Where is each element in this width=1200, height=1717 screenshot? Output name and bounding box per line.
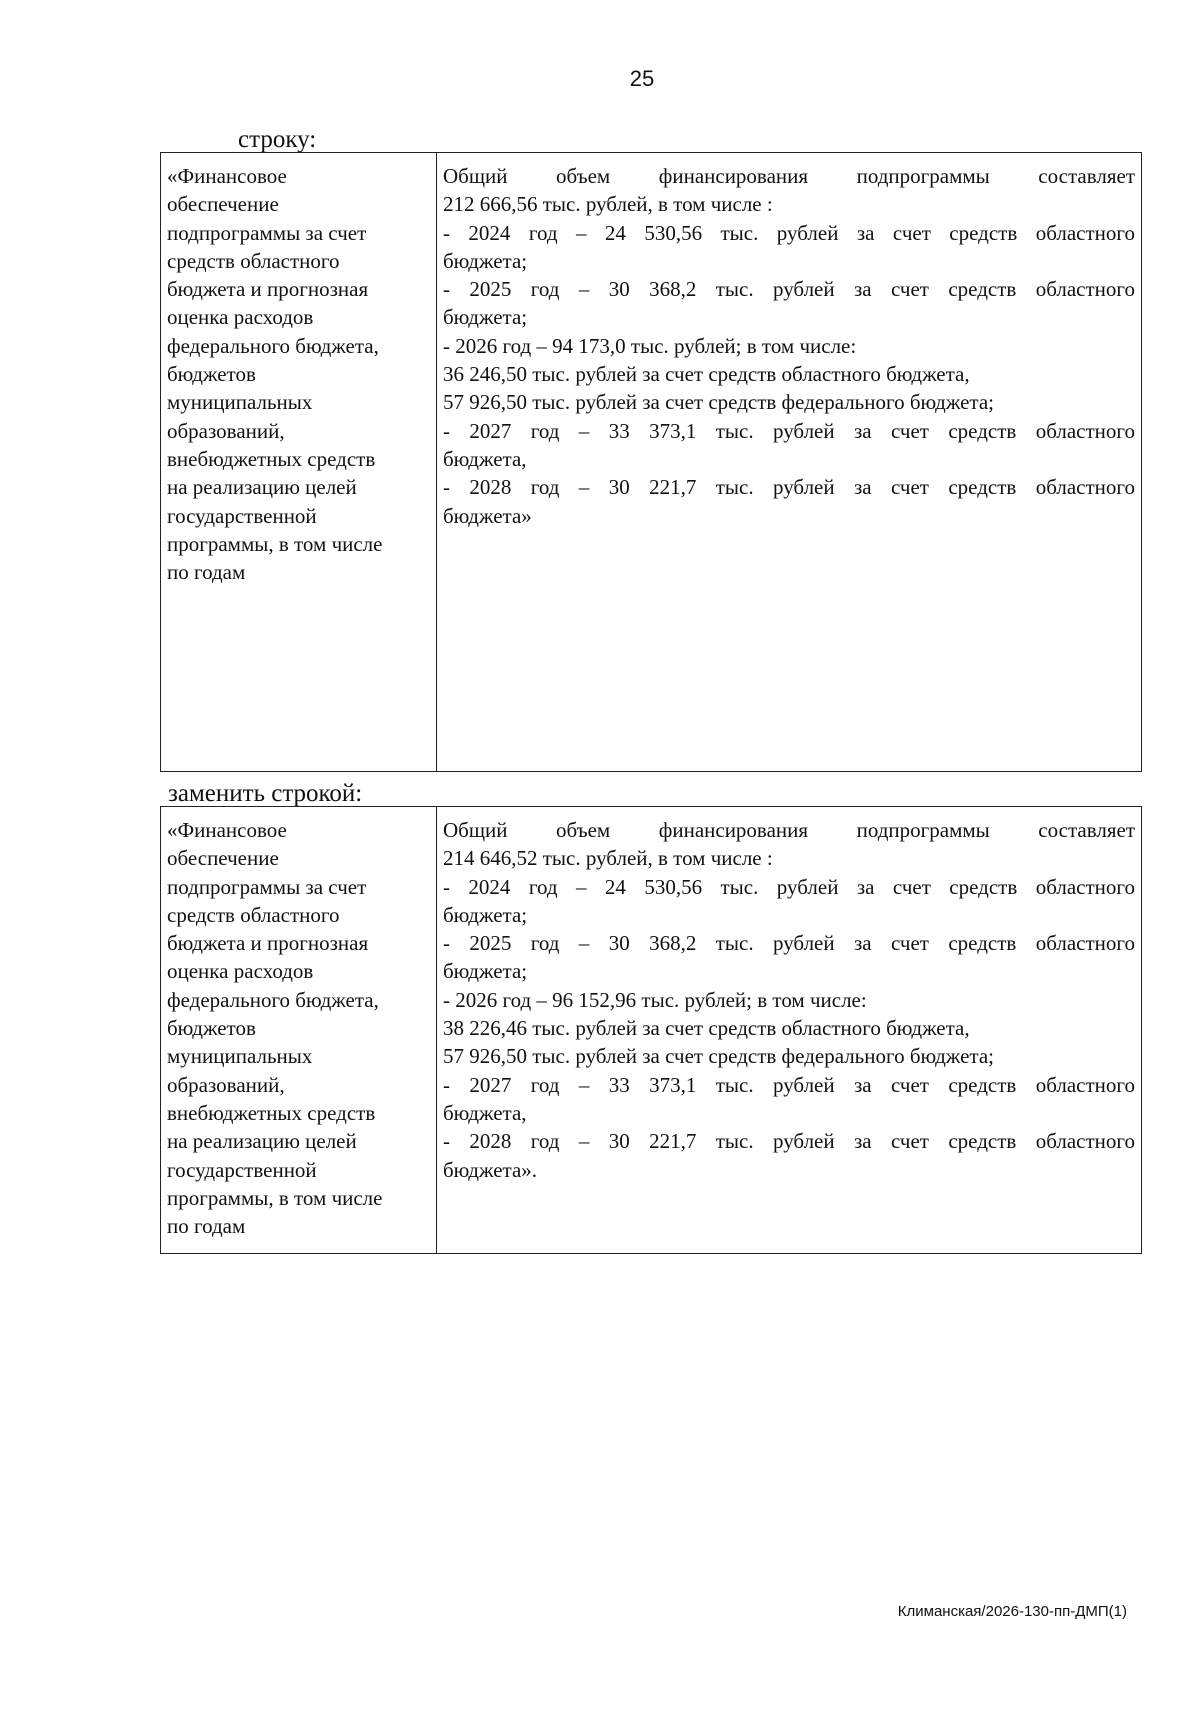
new-row-label: заменить строкой: [168,780,363,807]
left-cell-line: бюджета и прогнозная [167,277,369,302]
right-cell-line: - 2024 год – 24 530,56 тыс. рублей за счет средств областного [443,874,1135,899]
left-cell-line: федерального бюджета, [167,333,379,358]
right-cell-line: 38 226,46 тыс. рублей за счет средств областного бюджета, [443,1016,970,1041]
left-cell-line: муниципальных [167,1044,313,1069]
right-cell-line: 57 926,50 тыс. рублей за счет средств федерального бюджета; [443,390,994,415]
left-cell-line: обеспечение [167,846,279,871]
left-cell-line: образований, [167,418,285,443]
left-cell-line: по годам [167,1214,246,1239]
left-cell-line: оценка расходов [167,959,314,984]
left-cell-line: программы, в том числе [167,531,383,556]
left-cell-line: на реализацию целей [167,1129,357,1154]
right-cell-line: бюджета, [443,1100,527,1125]
right-cell-line: Общий объем финансирования подпрограммы составляет [443,818,1135,842]
right-cell-line: - 2027 год – 33 373,1 тыс. рублей за счет средств областного [443,418,1135,443]
right-cell-line: 214 646,52 тыс. рублей, в том числе : [443,846,773,871]
left-cell-line: внебюджетных средств [167,1100,376,1125]
left-cell-line: средств областного [167,248,340,273]
table-row [161,807,1142,1254]
right-cell-line: - 2025 год – 30 368,2 тыс. рублей за счет средств областного [443,931,1135,956]
right-cell-line: - 2026 год – 96 152,96 тыс. рублей; в том числе: [443,987,867,1012]
page-number: 25 [629,66,655,91]
right-cell-line: бюджета; [443,305,528,330]
right-cell-line: 212 666,56 тыс. рублей, в том числе : [443,192,773,217]
left-cell-line: подпрограммы за счет [167,220,367,245]
right-cell-line: - 2028 год – 30 221,7 тыс. рублей за счет средств областного [443,1129,1135,1154]
left-cell-line: государственной [167,1157,317,1182]
old-row-left-cell [161,153,437,772]
right-cell-line: бюджета, [443,446,527,471]
document-code: Климанская/2026-130-пп-ДМП(1) [897,1603,1127,1620]
right-cell-line: - 2026 год – 94 173,0 тыс. рублей; в том числе: [443,333,857,358]
right-cell-line: - 2027 год – 33 373,1 тыс. рублей за счет средств областного [443,1072,1135,1097]
old-row-right-cell [437,153,1142,772]
left-cell-line: федерального бюджета, [167,987,379,1012]
table-row [161,153,1142,772]
left-cell-line: по годам [167,560,246,585]
left-cell-line: подпрограммы за счет [167,874,367,899]
left-cell-line: государственной [167,503,317,528]
right-cell-line: - 2025 год – 30 368,2 тыс. рублей за счет средств областного [443,277,1135,302]
right-cell-line: 36 246,50 тыс. рублей за счет средств областного бюджета, [443,362,970,387]
left-cell-line: программы, в том числе [167,1185,383,1210]
right-cell-line: - 2024 год – 24 530,56 тыс. рублей за счет средств областного [443,220,1135,245]
right-cell-line: Общий объем финансирования подпрограммы составляет [443,164,1135,188]
right-cell-line: бюджета; [443,248,528,273]
left-cell-line: бюджетов [167,362,256,387]
right-cell-line: бюджета; [443,902,528,927]
left-cell-line: на реализацию целей [167,475,357,500]
old-row-table [160,152,1142,772]
left-cell-line: оценка расходов [167,305,314,330]
left-cell-line: бюджета и прогнозная [167,931,369,956]
right-cell-line: бюджета». [443,1157,538,1182]
right-cell-line: бюджета; [443,959,528,984]
left-cell-line: обеспечение [167,192,279,217]
right-cell-line: бюджета» [443,503,532,528]
new-row-left-cell [161,807,437,1254]
left-cell-line: внебюджетных средств [167,446,376,471]
right-cell-line: 57 926,50 тыс. рублей за счет средств федерального бюджета; [443,1044,994,1069]
new-row-right-cell [437,807,1142,1254]
new-row-table [160,806,1142,1254]
old-row-label: строку: [238,126,317,153]
left-cell-line: муниципальных [167,390,313,415]
left-cell-line: средств областного [167,902,340,927]
left-cell-line: «Финансовое [167,818,287,842]
right-cell-line: - 2028 год – 30 221,7 тыс. рублей за счет средств областного [443,475,1135,500]
left-cell-line: образований, [167,1072,285,1097]
left-cell-line: «Финансовое [167,164,287,188]
left-cell-line: бюджетов [167,1016,256,1041]
